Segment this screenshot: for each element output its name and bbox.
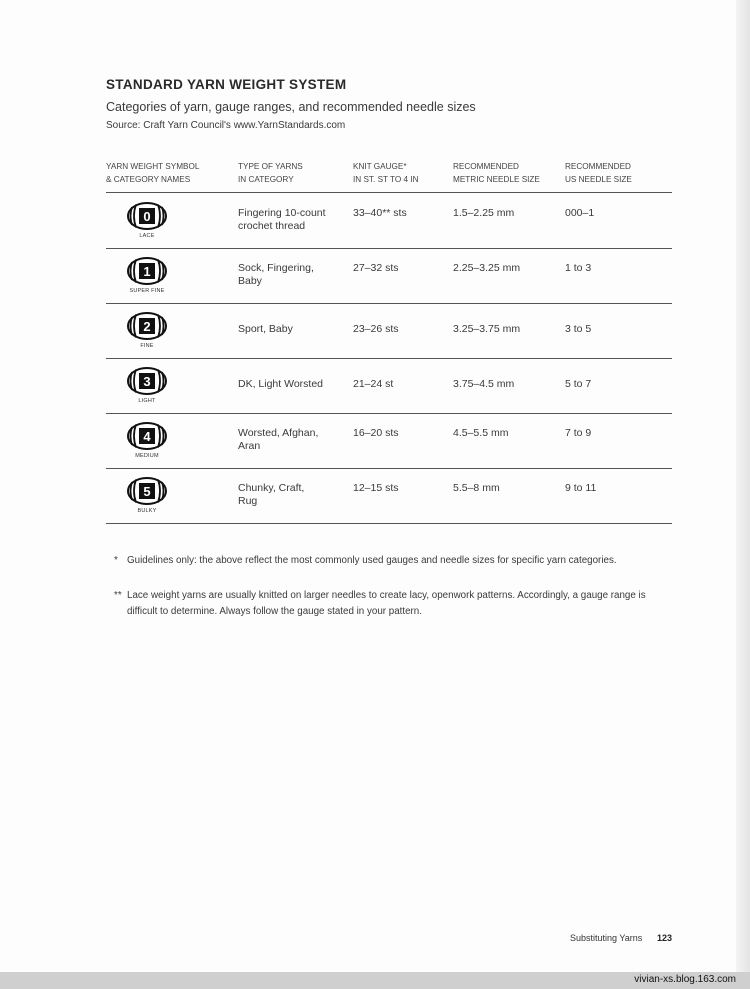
yarn-type-line: Baby bbox=[238, 275, 262, 287]
yarn-type-line: crochet thread bbox=[238, 220, 306, 232]
table-row bbox=[106, 358, 672, 414]
yarn-type-line: Sport, Baby bbox=[238, 323, 293, 335]
metric-needle-cell: 5.5–8 mm bbox=[453, 482, 500, 494]
header-metric: RECOMMENDED METRIC NEEDLE SIZE bbox=[453, 162, 540, 184]
footnote-text: Lace weight yarns are usually knitted on larger needles to create lacy, openwork patterns. Accordingly, a gauge range is difficult to determine. Always follow the gauge stated in your pattern. bbox=[127, 590, 646, 617]
yarn-weight-symbol bbox=[124, 311, 170, 357]
yarn-weight-number: 5 bbox=[143, 484, 151, 499]
knit-gauge-cell: 23–26 sts bbox=[353, 323, 399, 335]
header-us: RECOMMENDED US NEEDLE SIZE bbox=[565, 162, 632, 184]
footnote-mark: * bbox=[114, 555, 118, 566]
category-name: LACE bbox=[139, 233, 155, 239]
yarn-type-line: Aran bbox=[238, 440, 261, 452]
yarn-type-line: DK, Light Worsted bbox=[238, 378, 324, 390]
metric-needle-cell: 3.25–3.75 mm bbox=[453, 323, 521, 335]
header-type: TYPE OF YARNS IN CATEGORY bbox=[238, 162, 303, 184]
yarn-skein-icon bbox=[126, 476, 168, 506]
yarn-type-cell bbox=[238, 378, 323, 391]
knit-gauge-cell: 21–24 st bbox=[353, 378, 394, 390]
yarn-weight-number: 3 bbox=[143, 374, 151, 389]
yarn-skein-icon bbox=[126, 201, 168, 231]
footnote-single bbox=[114, 553, 654, 569]
knit-gauge-cell: 33–40** sts bbox=[353, 207, 407, 219]
header-symbol: YARN WEIGHT SYMBOL & CATEGORY NAMES bbox=[106, 162, 200, 184]
metric-needle-cell: 4.5–5.5 mm bbox=[453, 427, 509, 439]
knit-gauge-cell: 16–20 sts bbox=[353, 427, 399, 439]
yarn-weight-symbol bbox=[124, 256, 170, 302]
page-title: STANDARD YARN WEIGHT SYSTEM bbox=[106, 77, 347, 92]
yarn-weight-symbol bbox=[124, 366, 170, 412]
footnote-double bbox=[114, 588, 654, 620]
yarn-weight-number: 4 bbox=[143, 429, 151, 444]
running-footer: Substituting Yarns bbox=[570, 933, 643, 943]
table-row bbox=[106, 413, 672, 469]
yarn-type-cell bbox=[238, 207, 326, 233]
watermark-text: vivian-xs.blog.163.com bbox=[634, 974, 736, 985]
yarn-type-line: Worsted, Afghan, bbox=[238, 427, 319, 439]
metric-needle-cell: 3.75–4.5 mm bbox=[453, 378, 515, 390]
footnote-mark: ** bbox=[114, 590, 122, 601]
row-divider bbox=[106, 523, 672, 524]
yarn-type-cell bbox=[238, 262, 314, 288]
yarn-skein-icon bbox=[126, 311, 168, 341]
yarn-type-line: Chunky, Craft, bbox=[238, 482, 305, 494]
source-credit: Source: Craft Yarn Council's www.YarnStandards.com bbox=[106, 120, 346, 131]
header-gauge: KNIT GAUGE* IN ST. ST TO 4 IN bbox=[353, 162, 419, 184]
yarn-type-line: Rug bbox=[238, 495, 258, 507]
knit-gauge-cell: 27–32 sts bbox=[353, 262, 399, 274]
yarn-type-cell bbox=[238, 427, 318, 453]
yarn-skein-icon bbox=[126, 256, 168, 286]
yarn-weight-symbol bbox=[124, 476, 170, 522]
yarn-weight-number: 1 bbox=[143, 264, 151, 279]
us-needle-cell: 1 to 3 bbox=[565, 262, 592, 274]
us-needle-cell: 000–1 bbox=[565, 207, 595, 219]
category-name: BULKY bbox=[137, 508, 157, 514]
category-name: LIGHT bbox=[138, 398, 156, 404]
page-edge bbox=[736, 0, 750, 972]
yarn-weight-symbol bbox=[124, 421, 170, 467]
us-needle-cell: 3 to 5 bbox=[565, 323, 592, 335]
yarn-type-cell bbox=[238, 482, 304, 508]
table-row bbox=[106, 468, 672, 524]
yarn-weight-number: 0 bbox=[143, 209, 151, 224]
category-name: SUPER FINE bbox=[129, 288, 165, 294]
yarn-weight-symbol bbox=[124, 201, 170, 247]
footnote-text: Guidelines only: the above reflect the most commonly used gauges and needle sizes for specific yarn categories. bbox=[127, 555, 617, 566]
knit-gauge-cell: 12–15 sts bbox=[353, 482, 399, 494]
table-row bbox=[106, 248, 672, 304]
yarn-skein-icon bbox=[126, 366, 168, 396]
us-needle-cell: 5 to 7 bbox=[565, 378, 592, 390]
table-row bbox=[106, 193, 672, 249]
metric-needle-cell: 2.25–3.25 mm bbox=[453, 262, 521, 274]
yarn-type-cell bbox=[238, 323, 293, 336]
metric-needle-cell: 1.5–2.25 mm bbox=[453, 207, 515, 219]
table-row bbox=[106, 303, 672, 359]
us-needle-cell: 7 to 9 bbox=[565, 427, 592, 439]
page-number: 123 bbox=[657, 933, 673, 943]
us-needle-cell: 9 to 11 bbox=[565, 482, 597, 494]
yarn-type-line: Sock, Fingering, bbox=[238, 262, 314, 274]
yarn-weight-number: 2 bbox=[143, 319, 151, 334]
yarn-skein-icon bbox=[126, 421, 168, 451]
page-subtitle: Categories of yarn, gauge ranges, and recommended needle sizes bbox=[106, 100, 476, 114]
category-name: FINE bbox=[140, 343, 154, 349]
category-name: MEDIUM bbox=[135, 453, 159, 459]
yarn-type-line: Fingering 10-count bbox=[238, 207, 326, 219]
